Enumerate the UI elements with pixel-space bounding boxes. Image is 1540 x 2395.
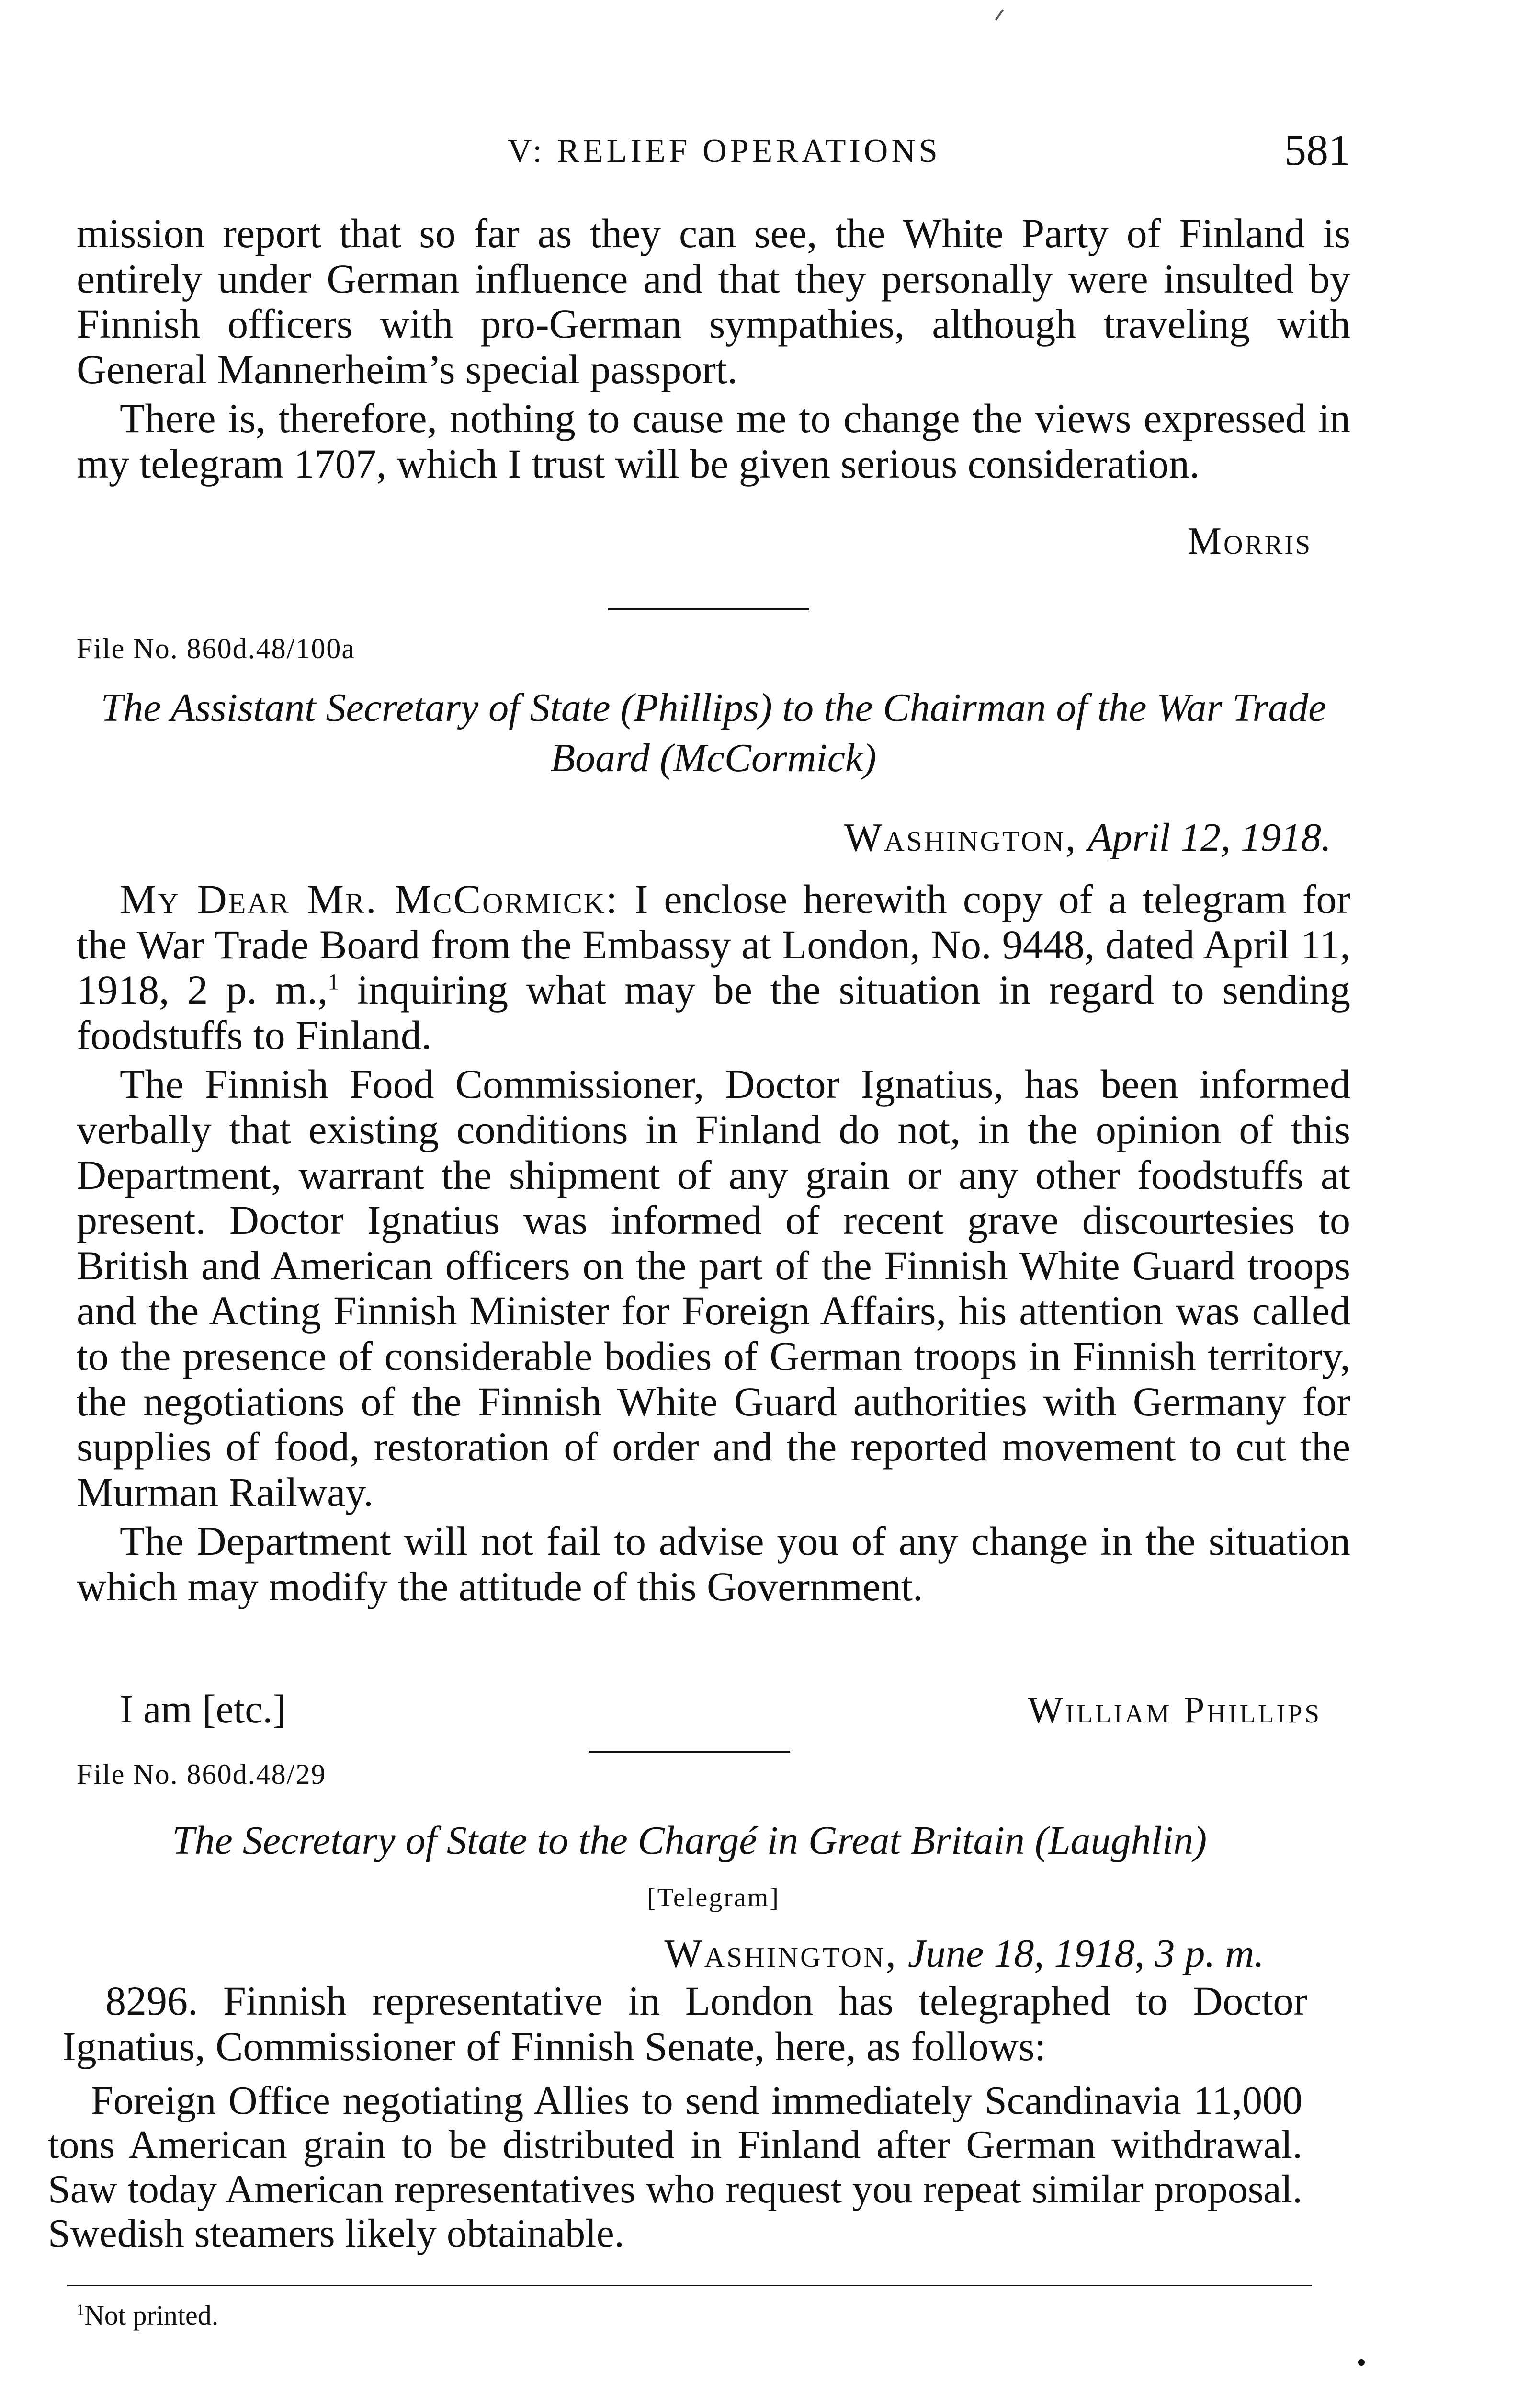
dateline-place: Washington, [844, 815, 1078, 860]
scan-mark [995, 9, 1004, 21]
dateline [77, 814, 1331, 861]
letter-body [77, 877, 1350, 1613]
quoted-telegram [48, 2079, 1302, 2256]
running-head: V: RELIEF OPERATIONS [508, 133, 941, 170]
dateline-date: June 18, 1918, 3 p. m. [907, 1931, 1264, 1976]
document-heading: The Secretary of State to the Chargé in Great Britain (Laughlin) [172, 1818, 1207, 1863]
page-header [77, 125, 1350, 191]
paragraph: mission report that so far as they can see, the White Party of Finland is entirely under German influence and that they personally were insulted by Finnish officers with pro-German sympathies, although traveling with General Mannerheim’s special passport. [77, 210, 1350, 392]
signature-morris: Morris [1187, 520, 1312, 562]
section-divider [608, 608, 809, 610]
footnote-marker: 1 [77, 2301, 84, 2318]
paragraph: There is, therefore, nothing to cause me to change the views expressed in my telegram 1707, which I trust will be given serious consideration. [77, 395, 1350, 487]
continued-text [77, 211, 1350, 562]
file-number: File No. 860d.48/100a [77, 633, 355, 664]
footnote-separator [67, 2285, 1312, 2286]
telegram-tag: [Telegram] [647, 1883, 780, 1913]
dateline [77, 1930, 1264, 1977]
section-divider [589, 1751, 790, 1753]
closing-row [77, 1686, 1322, 1733]
signature-phillips: William Phillips [1028, 1689, 1322, 1731]
footnote [77, 2299, 218, 2331]
scan-speck [1358, 2359, 1365, 2366]
footnote-text: Not printed. [84, 2300, 219, 2331]
paragraph: Foreign Office negotiating Allies to send immediately Scandinavia 11,000 tons American grain to be distributed in Finland after German withdrawal. Saw today American representatives who request you repeat similar proposal. Swedish steamers likely obtainable. [48, 2078, 1302, 2256]
salutation: My Dear Mr. McCormick: [120, 876, 619, 922]
dateline-place: Washington, [664, 1931, 898, 1976]
paragraph: The Finnish Food Commissioner, Doctor Ignatius, has been informed verbally that existing conditions in Finland do not, in the opinion of this Department, warrant the shipment of any grain or any other foodstuffs at present. Doctor Ignatius was informed of recent grave discourtesies to British and American officers on the part of the Finnish White Guard troops and the Acting Finnish Minister for Foreign Affairs, his attention was called to the presence of considerable bodies of German troops in Finnish territory, the negotiations of the Finnish White Guard authorities with Germany for supplies of food, restoration of order and the reported movement to cut the Murman Railway. [77, 1061, 1350, 1515]
file-number: File No. 860d.48/29 [77, 1758, 327, 1790]
telegram-body [62, 1978, 1307, 2073]
closing: I am [etc.] [120, 1687, 286, 1732]
page-number: 581 [1284, 125, 1350, 174]
dateline-date: April 12, 1918. [1087, 815, 1331, 860]
paragraph: 8296. Finnish representative in London has telegraphed to Doctor Ignatius, Commissioner of Finnish Senate, here, as follows: [62, 1978, 1307, 2069]
document-heading: The Assistant Secretary of State (Phillips) to the Chairman of the War Trade Board (McCormick) [101, 685, 1326, 780]
paragraph: My Dear Mr. McCormick: I enclose herewith copy of a telegram for the War Trade Board from the Embassy at London, No. 9448, dated April 11, 1918, 2 p. m.,$^1$ inquiring what may be the situation in regard to sending foodstuffs to Finland. [77, 876, 1350, 1058]
footnote-ref: 1 [328, 969, 339, 995]
paragraph: The Department will not fail to advise you of any change in the situation which may modify the attitude of this Government. [77, 1518, 1350, 1609]
